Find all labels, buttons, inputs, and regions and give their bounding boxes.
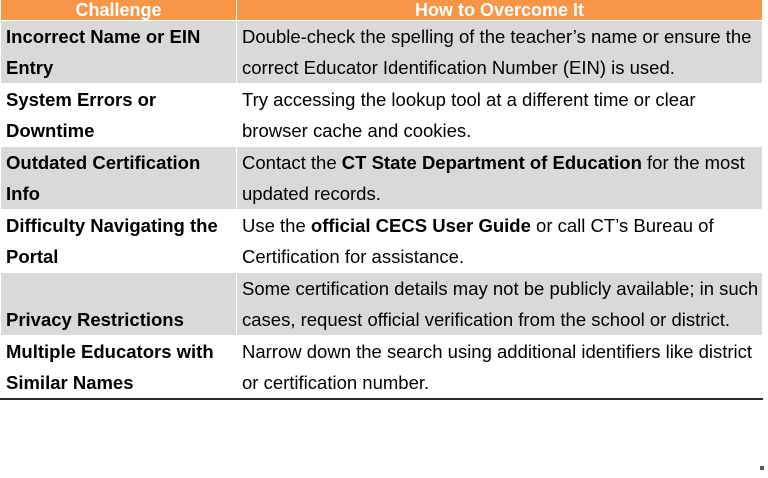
challenge-cell[interactable]: Multiple Educators with Similar Names: [1, 336, 237, 400]
solution-cell[interactable]: [237, 336, 763, 400]
solution-text: for the most updated records.: [242, 152, 745, 204]
solution-text: Try accessing the lookup tool at a different time or clear browser cache and cookies.: [242, 89, 696, 141]
solution-bold-text: CT State Department of Education: [341, 152, 642, 173]
challenge-cell[interactable]: System Errors or Downtime: [1, 84, 237, 147]
table-row: [1, 21, 763, 84]
solution-cell[interactable]: [237, 210, 763, 273]
solution-text: Narrow down the search using additional identifiers like district or certification number.: [242, 341, 753, 393]
solution-bold-text: official CECS User Guide: [310, 215, 531, 236]
solution-cell[interactable]: [237, 21, 763, 84]
solution-cell[interactable]: [237, 84, 763, 147]
table-resize-handle[interactable]: [760, 466, 764, 470]
header-challenge[interactable]: Challenge: [1, 0, 237, 21]
challenge-cell[interactable]: Privacy Restrictions: [1, 273, 237, 336]
solution-text: Some certification details may not be publicly available; in such cases, request official verification from the school or district.: [242, 278, 759, 330]
table-row: [1, 273, 763, 336]
solution-text: Contact the: [242, 152, 342, 173]
table-row: [1, 84, 763, 147]
table-row: [1, 147, 763, 210]
challenge-cell[interactable]: Outdated Certification Info: [1, 147, 237, 210]
challenge-cell[interactable]: Difficulty Navigating the Portal: [1, 210, 237, 273]
table-row: [1, 336, 763, 400]
header-row: [1, 0, 763, 21]
table-row: [1, 210, 763, 273]
solution-cell[interactable]: [237, 273, 763, 336]
header-how-to-overcome[interactable]: How to Overcome It: [237, 0, 763, 21]
solution-text: Use the: [242, 215, 311, 236]
challenge-cell[interactable]: Incorrect Name or EIN Entry: [1, 21, 237, 84]
solution-text: or call CT’s Bureau of Certification for assistance.: [242, 215, 714, 267]
solution-text: Double-check the spelling of the teacher’s name or ensure the correct Educator Identification Number (EIN) is used.: [242, 26, 752, 78]
solution-cell[interactable]: [237, 147, 763, 210]
